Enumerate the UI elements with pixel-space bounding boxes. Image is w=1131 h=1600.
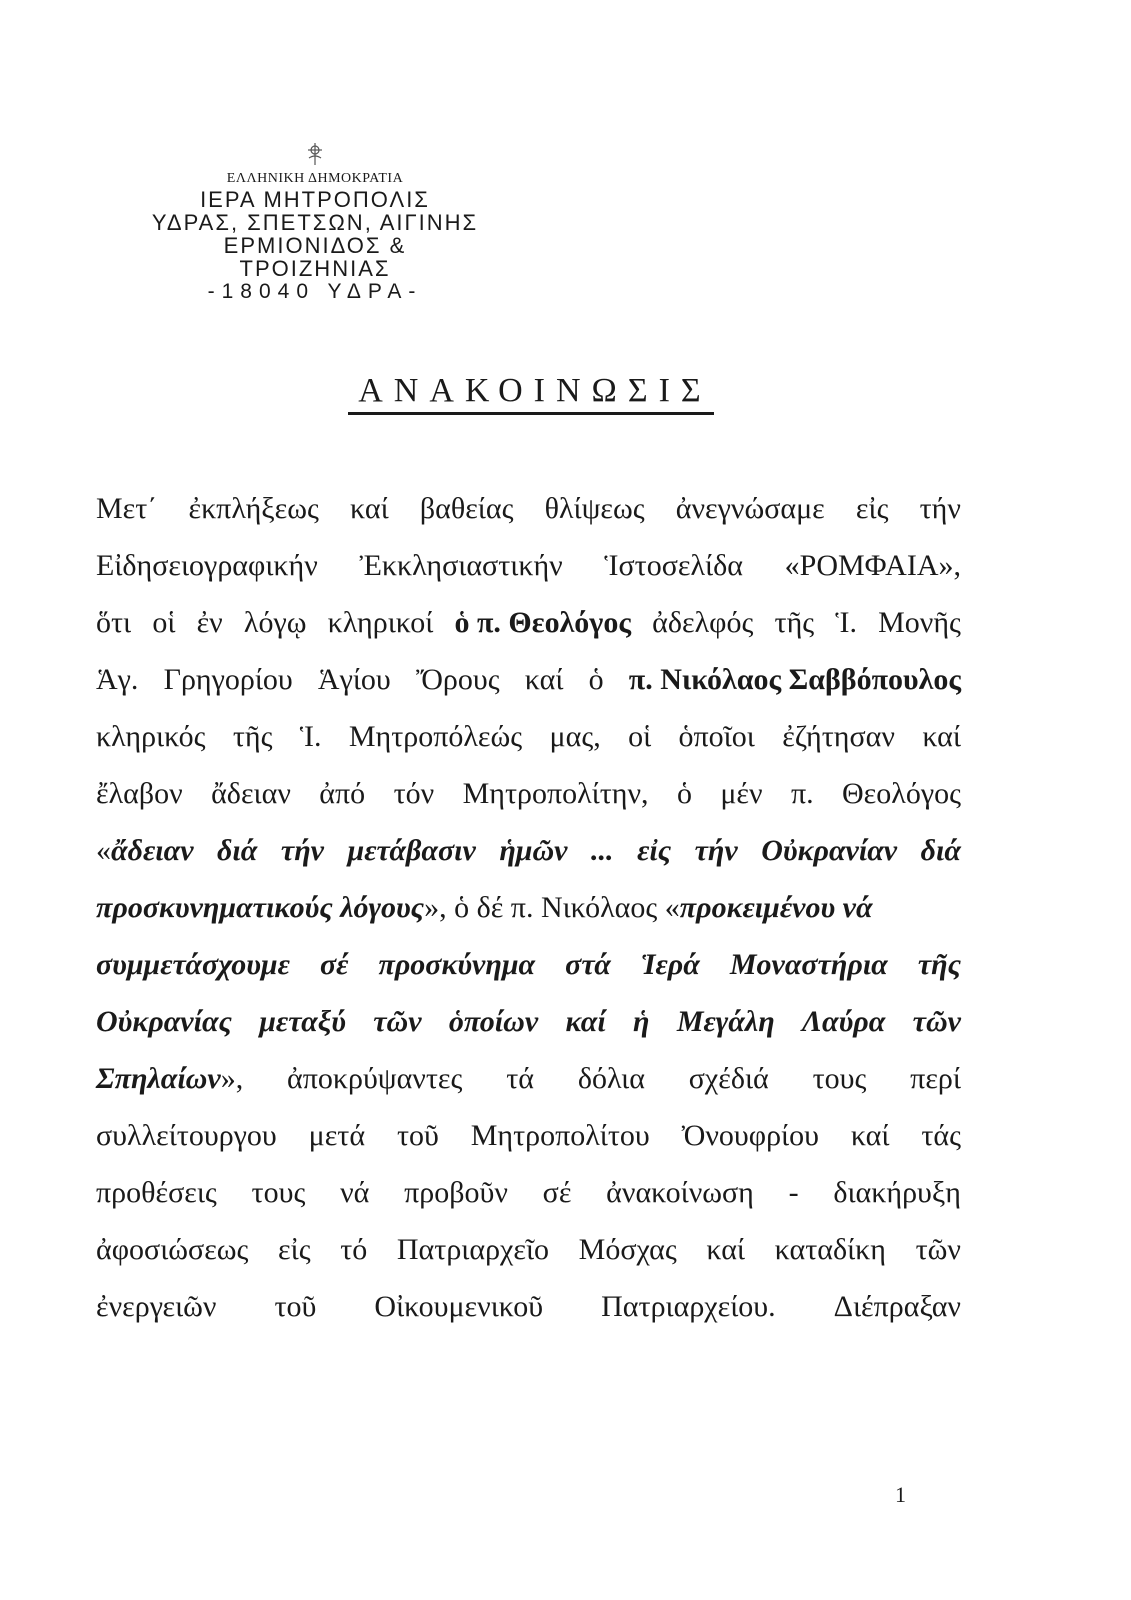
body-word: ἄδειαν — [211, 777, 291, 810]
body-word — [578, 1062, 645, 1096]
body-word: Μόσχας — [578, 1233, 677, 1266]
letterhead-city: -18040 ΥΔΡΑ- — [207, 280, 423, 303]
body-word — [96, 891, 873, 925]
body-word: Ἁγ. — [96, 663, 139, 696]
body-line — [96, 663, 961, 720]
body-word: καί — [565, 1005, 606, 1038]
body-text: προσκυνηματικούς λόγους — [96, 891, 425, 924]
body-word: προβοῦν — [404, 1176, 508, 1209]
body-word — [506, 1062, 534, 1096]
body-word: ἀνακοίνωση — [606, 1176, 754, 1209]
body-word: Μετ΄ — [96, 492, 158, 525]
body-line — [96, 720, 961, 777]
body-word: καί — [706, 1233, 746, 1266]
body-word: Γρηγορίου — [163, 663, 293, 696]
body-text: σχέδιά — [688, 1062, 769, 1095]
announcement-body — [96, 492, 961, 1347]
body-line — [96, 1062, 961, 1119]
body-text: δόλια — [577, 1062, 645, 1095]
body-word — [287, 1062, 462, 1096]
body-text: Σπηλαίων — [96, 1062, 221, 1095]
body-text: », ὁ δέ π. Νικόλαος « — [424, 891, 680, 924]
body-word: Μητροπολίτην, — [462, 777, 649, 810]
body-word: τῶν — [373, 1005, 422, 1038]
body-word: Ἱ. — [835, 606, 857, 639]
body-word: τοῦ — [274, 1290, 317, 1323]
body-word: μέν — [720, 777, 763, 810]
body-word: Ἱερά — [640, 948, 700, 981]
body-word: τῆς — [917, 948, 961, 981]
body-word: Ἱ. — [299, 720, 322, 753]
body-word: Μονῆς — [878, 606, 961, 639]
document-title-text: ΑΝΑΚΟΙΝΩΣΙΣ — [348, 372, 713, 415]
body-word — [910, 1062, 961, 1096]
body-word: μετά — [308, 1119, 366, 1152]
body-word — [96, 834, 194, 868]
body-word: θλίψεως — [544, 492, 645, 525]
body-word: Πατριαρχεῖο — [396, 1233, 550, 1266]
body-word: τόν — [393, 777, 435, 810]
body-word: οἱ — [152, 606, 176, 639]
body-word: ἐζήτησαν — [782, 720, 895, 753]
body-line — [96, 834, 961, 891]
body-word — [281, 834, 324, 868]
letterhead-metropolis: ΙΕΡΑ ΜΗΤΡΟΠΟΛΙΣ — [200, 187, 430, 212]
body-text: Οὐκρανίαν — [761, 834, 898, 867]
body-word — [689, 1062, 769, 1096]
body-word: ἔλαβον — [96, 777, 183, 810]
body-word: λόγῳ — [243, 606, 307, 639]
body-line — [96, 948, 961, 1005]
body-text: τήν — [694, 834, 738, 867]
body-word: ἀφοσιώσεως — [96, 1233, 249, 1266]
body-text: », — [220, 1062, 244, 1095]
body-word: Μεγάλη — [676, 1005, 775, 1038]
body-text: διά — [920, 834, 961, 867]
body-word — [921, 834, 961, 868]
body-word: Μητροπόλεώς — [348, 720, 523, 753]
body-word: τῶν — [912, 1005, 961, 1038]
body-word: ὅτι — [96, 606, 132, 639]
body-word: π. Νικόλαος Σαββόπουλος — [628, 663, 961, 696]
body-word: Οἰκουμενικοῦ — [374, 1290, 544, 1323]
body-word: τῶν — [915, 1233, 961, 1266]
body-word: Θεολόγος — [842, 777, 961, 810]
body-line — [96, 1119, 961, 1176]
body-word: Ἐκκλησιαστικήν — [359, 549, 563, 582]
body-line — [96, 549, 961, 606]
body-text: τά — [506, 1062, 534, 1095]
body-word: καταδίκη — [774, 1233, 886, 1266]
body-word — [761, 834, 897, 868]
letterhead-state: ΕΛΛΗΝΙΚΗ ΔΗΜΟΚΡΑΤΙΑ — [226, 171, 404, 186]
body-word: κληρικός — [96, 720, 206, 753]
body-text: περί — [910, 1062, 961, 1095]
body-word — [695, 834, 738, 868]
body-text: τήν — [280, 834, 324, 867]
body-word: τῆς — [774, 606, 815, 639]
body-word: ἀπό — [319, 777, 366, 810]
body-word: «ΡΟΜΦΑΙΑ», — [784, 549, 961, 582]
body-word: νά — [340, 1176, 370, 1209]
body-text: εἰς — [637, 834, 672, 867]
body-word: ὁποῖοι — [678, 720, 755, 753]
body-text: μετάβασιν — [347, 834, 476, 867]
body-line — [96, 891, 961, 948]
body-word: ἡ — [633, 1005, 650, 1038]
body-word: τῆς — [232, 720, 273, 753]
body-word: καί — [524, 663, 564, 696]
body-text: « — [96, 834, 111, 867]
body-word: ἐνεργειῶν — [96, 1290, 217, 1323]
body-word: Οὐκρανίας — [96, 1005, 232, 1038]
body-word: διακήρυξη — [833, 1176, 961, 1209]
body-text: διά — [217, 834, 258, 867]
body-word: σέ — [319, 948, 349, 981]
body-word: Ἱστοσελίδα — [604, 549, 743, 582]
body-word: τάς — [921, 1119, 961, 1152]
letterhead-region-1: ΥΔΡΑΣ, ΣΠΕΤΣΩΝ, ΑΙΓΙΝΗΣ — [151, 210, 479, 235]
body-word: Διέπραξαν — [833, 1290, 961, 1323]
body-word: Μοναστήρια — [729, 948, 888, 981]
body-word: ὁ π. Θεολόγος — [454, 606, 631, 639]
body-word: οἱ — [628, 720, 652, 753]
body-word: Πατριαρχείου. — [601, 1290, 776, 1323]
body-word: Λαύρα — [801, 1005, 886, 1038]
body-word: βαθείας — [419, 492, 514, 525]
letterhead — [150, 140, 480, 304]
body-word: ἀνεγνώσαμε — [675, 492, 825, 525]
body-line — [96, 1233, 961, 1290]
body-word: τους — [251, 1176, 306, 1209]
body-word: εἰς — [855, 492, 889, 525]
body-line — [96, 606, 961, 663]
body-word: ὁποίων — [448, 1005, 539, 1038]
body-word — [637, 834, 671, 868]
body-line — [96, 777, 961, 834]
body-word: μας, — [549, 720, 601, 753]
body-word: εἰς — [278, 1233, 311, 1266]
body-word: Ἁγίου — [317, 663, 391, 696]
body-text: τους — [812, 1062, 867, 1095]
body-word: καί — [350, 492, 389, 525]
body-text: ... — [591, 834, 614, 867]
body-line — [96, 1005, 961, 1062]
body-line — [96, 492, 961, 549]
body-word: π. — [790, 777, 814, 810]
body-word — [813, 1062, 867, 1096]
body-word: στά — [565, 948, 611, 981]
cross-emblem-icon — [301, 140, 329, 168]
body-word — [96, 1062, 243, 1096]
body-word: ἐκπλήξεως — [188, 492, 319, 525]
body-word — [591, 834, 614, 868]
body-word — [217, 834, 257, 868]
page-number: 1 — [895, 1482, 906, 1507]
body-word: Ὄρους — [415, 663, 500, 696]
body-word: τό — [340, 1233, 368, 1266]
body-word: καί — [850, 1119, 890, 1152]
body-word: ἀδελφός — [652, 606, 754, 639]
body-word: Μητροπολίτου — [470, 1119, 650, 1152]
body-word: τήν — [919, 492, 961, 525]
body-word: κληρικοί — [327, 606, 434, 639]
body-word: Εἰδησειογραφικήν — [96, 549, 318, 582]
body-text: ἄδειαν — [111, 834, 194, 867]
body-word: καί — [922, 720, 961, 753]
body-word: ὁ — [676, 777, 692, 810]
body-word: ὁ — [588, 663, 604, 696]
body-word: προσκύνημα — [378, 948, 536, 981]
body-line — [96, 1176, 961, 1233]
body-word: - — [788, 1176, 799, 1209]
body-text: ἡμῶν — [499, 834, 568, 867]
body-word: συλλείτουργου — [96, 1119, 277, 1152]
body-word — [499, 834, 567, 868]
body-word: ἐν — [196, 606, 223, 639]
body-text: προκειμένου νά — [679, 891, 873, 924]
body-word: συμμετάσχουμε — [96, 948, 290, 981]
body-line — [96, 1290, 961, 1347]
body-word: προθέσεις — [96, 1176, 217, 1209]
body-word: μεταξύ — [259, 1005, 346, 1038]
document-title — [0, 372, 1062, 415]
letterhead-region-2: ΕΡΜΙΟΝΙΔΟΣ & ΤΡΟΙΖΗΝΙΑΣ — [223, 233, 407, 281]
body-word: Ὀνουφρίου — [681, 1119, 819, 1152]
body-text: ἀποκρύψαντες — [287, 1062, 463, 1095]
body-word: τοῦ — [396, 1119, 439, 1152]
body-word: σέ — [542, 1176, 572, 1209]
body-word — [348, 834, 476, 868]
